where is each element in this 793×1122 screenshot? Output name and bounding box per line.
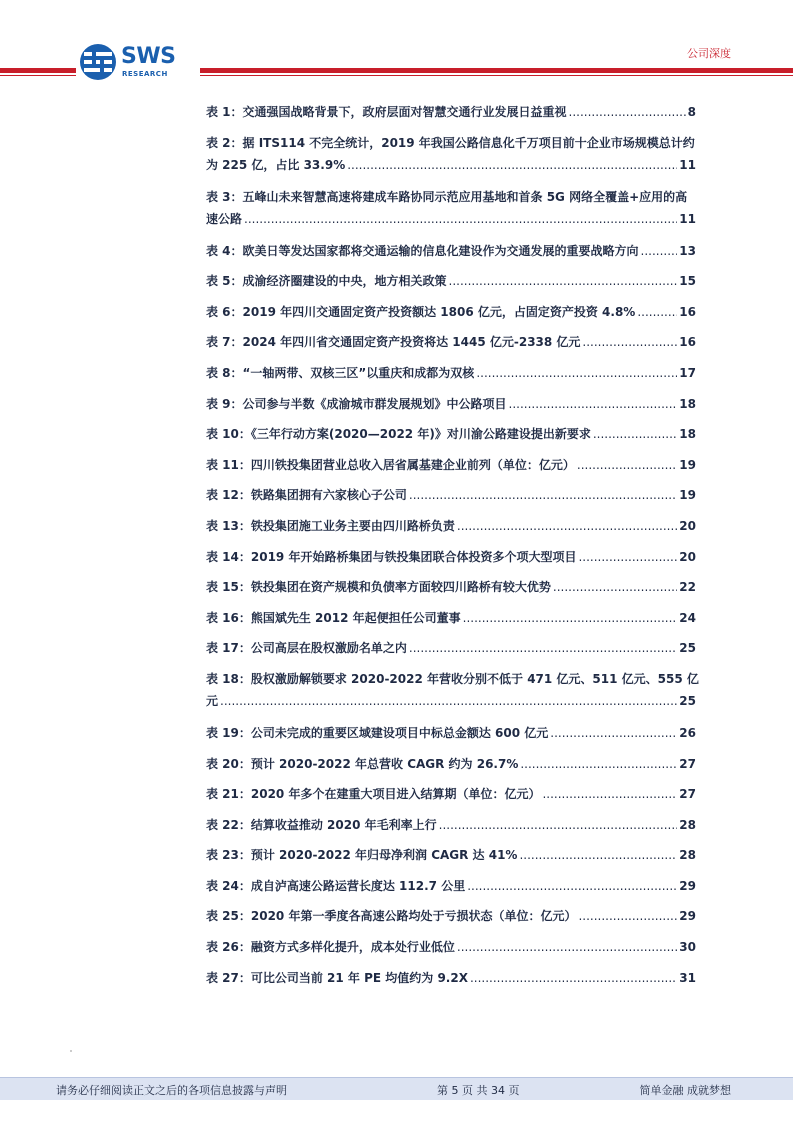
- toc-entry[interactable]: 表 6：2019 年四川交通固定资产投资额达 1806 亿元，占固定资产投资 4.8% ..... 16: [206, 301, 696, 332]
- logo-wordmark: SWS: [121, 44, 176, 69]
- toc-entry[interactable]: 表 10：《三年行动方案(2020—2022 年)》对川渝公路建设提出新要求 ..... 18: [206, 423, 696, 454]
- toc-entry[interactable]: 表 2：据 ITS114 不完全统计，2019 年我国公路信息化千万项目前十企业市场规模总计约 为 225 亿，占比 33.9% ..... 11: [206, 132, 696, 186]
- footer-disclaimer: 请务必仔细阅读正文之后的各项信息披露与声明: [56, 1084, 287, 1097]
- toc-entry[interactable]: 表 3：五峰山未来智慧高速将建成车路协同示范应用基地和首条 5G 网络全覆盖+应用的高 速公路 ..... 11: [206, 186, 696, 240]
- toc-entry[interactable]: 表 19：公司未完成的重要区域建设项目中标总金额达 600 亿元 ..... 26: [206, 722, 696, 753]
- toc-entry[interactable]: 表 21：2020 年多个在建重大项目进入结算期（单位：亿元） ..... 27: [206, 783, 696, 814]
- document-type-label: 公司深度: [687, 47, 731, 60]
- scan-dot: [70, 1050, 72, 1052]
- footer-slogan: 简单金融 成就梦想: [639, 1084, 731, 1097]
- header-rule-right-thin: [200, 75, 793, 76]
- toc-entry[interactable]: 表 8：“一轴两带、双核三区”以重庆和成都为双核 ..... 17: [206, 362, 696, 393]
- sws-logo-icon: [78, 42, 118, 82]
- toc-entry[interactable]: 表 13：铁投集团施工业务主要由四川路桥负责 ..... 20: [206, 515, 696, 546]
- toc-entry[interactable]: 表 7：2024 年四川省交通固定资产投资将达 1445 亿元-2338 亿元 ..... 16: [206, 331, 696, 362]
- toc-entry[interactable]: 表 14：2019 年开始路桥集团与铁投集团联合体投资多个项大型项目 ..... 20: [206, 546, 696, 577]
- footer-page-info: 第 5 页 共 34 页: [437, 1084, 520, 1097]
- header-rule-left: [0, 68, 76, 73]
- toc-entry[interactable]: 表 5：成渝经济圈建设的中央，地方相关政策 ..... 15: [206, 270, 696, 301]
- toc-entry[interactable]: 表 25：2020 年第一季度各高速公路均处于亏损状态（单位：亿元） ..... 29: [206, 905, 696, 936]
- toc-entry[interactable]: 表 18：股权激励解锁要求 2020-2022 年营收分别不低于 471 亿元、511 亿元、555 亿 元 ..... 25: [206, 668, 696, 722]
- toc-entry[interactable]: 表 15：铁投集团在资产规模和负债率方面较四川路桥有较大优势 ..... 22: [206, 576, 696, 607]
- toc-entry[interactable]: 表 1：交通强国战略背景下，政府层面对智慧交通行业发展日益重视 ..... 8: [206, 101, 696, 132]
- page-footer: [0, 1077, 793, 1100]
- toc-entry[interactable]: 表 11：四川铁投集团营业总收入居省属基建企业前列（单位：亿元） ..... 19: [206, 454, 696, 485]
- toc-entry[interactable]: 表 20：预计 2020-2022 年总营收 CAGR 约为 26.7% ..... 27: [206, 753, 696, 784]
- table-of-tables: [206, 101, 699, 997]
- toc-entry[interactable]: 表 16：熊国斌先生 2012 年起便担任公司董事 ..... 24: [206, 607, 696, 638]
- logo-subtitle: RESEARCH: [122, 70, 168, 78]
- header-rule-right: [200, 68, 793, 73]
- toc-entry[interactable]: 表 27：可比公司当前 21 年 PE 均值约为 9.2X ..... 31: [206, 967, 696, 998]
- toc-entry[interactable]: 表 26：融资方式多样化提升，成本处行业低位 ..... 30: [206, 936, 696, 967]
- toc-entry[interactable]: 表 24：成自泸高速公路运营长度达 112.7 公里 ..... 29: [206, 875, 696, 906]
- page-header: [0, 0, 793, 90]
- sws-logo: [78, 42, 190, 82]
- toc-entry[interactable]: 表 17：公司高层在股权激励名单之内 ..... 25: [206, 637, 696, 668]
- toc-entry[interactable]: 表 23：预计 2020-2022 年归母净利润 CAGR 达 41% ..... 28: [206, 844, 696, 875]
- toc-entry[interactable]: 表 4：欧美日等发达国家都将交通运输的信息化建设作为交通发展的重要战略方向 ..... 13: [206, 240, 696, 271]
- header-rule-left-thin: [0, 75, 76, 76]
- toc-entry[interactable]: 表 12：铁路集团拥有六家核心子公司 ..... 19: [206, 484, 696, 515]
- toc-entry[interactable]: 表 9：公司参与半数《成渝城市群发展规划》中公路项目 ..... 18: [206, 393, 696, 424]
- toc-entry[interactable]: 表 22：结算收益推动 2020 年毛利率上行 ..... 28: [206, 814, 696, 845]
